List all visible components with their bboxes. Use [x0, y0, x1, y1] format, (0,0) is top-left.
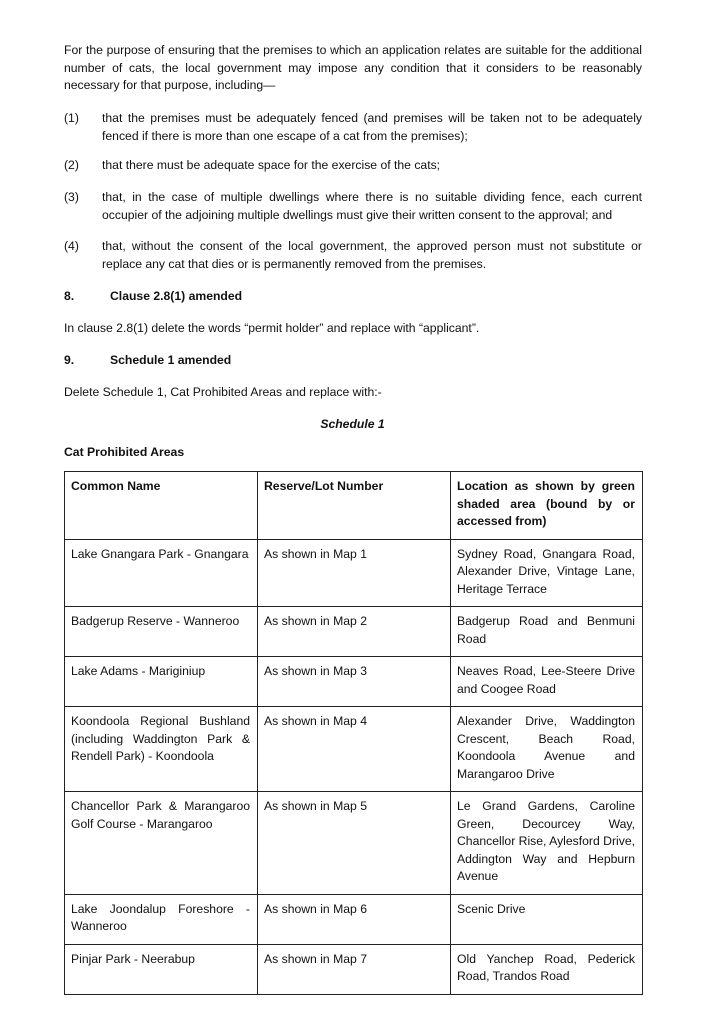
- table-row: [65, 657, 643, 707]
- location-cell: Sydney Road, Gnangara Road, Alexander Drive, Vintage Lane, Heritage Terrace: [451, 539, 643, 607]
- reserve-lot-cell: As shown in Map 5: [258, 792, 451, 895]
- common-name-cell: Chancellor Park & Marangaroo Golf Course - Marangaroo: [65, 792, 258, 895]
- condition-number: (4): [64, 239, 79, 253]
- common-name-cell: Badgerup Reserve - Wanneroo: [65, 607, 258, 657]
- section-9-heading: [64, 352, 231, 370]
- reserve-lot-cell: As shown in Map 4: [258, 707, 451, 792]
- location-cell: Badgerup Road and Benmuni Road: [451, 607, 643, 657]
- section-8-body: In clause 2.8(1) delete the words “permit holder” and replace with “applicant”.: [64, 321, 480, 335]
- table-row: [65, 944, 643, 994]
- section-9-body: Delete Schedule 1, Cat Prohibited Areas and replace with:-: [64, 385, 382, 399]
- reserve-lot-cell: As shown in Map 1: [258, 539, 451, 607]
- section-number: 9.: [64, 353, 75, 367]
- condition-item: [64, 157, 642, 175]
- table-header-row: [65, 472, 643, 540]
- table-row: [65, 894, 643, 944]
- common-name-cell: Lake Adams - Mariginiup: [65, 657, 258, 707]
- location-cell: Le Grand Gardens, Caroline Green, Decourcey Way, Chancellor Rise, Aylesford Drive, Addington Way and Hepburn Avenue: [451, 792, 643, 895]
- column-header: Common Name: [65, 472, 258, 540]
- cat-prohibited-areas-table: [64, 471, 643, 995]
- location-cell: Alexander Drive, Waddington Crescent, Beach Road, Koondoola Avenue and Marangaroo Drive: [451, 707, 643, 792]
- condition-text: that, without the consent of the local government, the approved person must not substitute or replace any cat that dies or is permanently removed from the premises.: [102, 239, 642, 271]
- section-title: Schedule 1 amended: [110, 353, 232, 367]
- section-title: Clause 2.8(1) amended: [110, 289, 243, 303]
- schedule-subtitle: Cat Prohibited Areas: [64, 445, 185, 459]
- condition-item: [64, 238, 642, 273]
- condition-number: (2): [64, 158, 79, 172]
- section-8-heading: [64, 288, 242, 306]
- common-name-cell: Lake Joondalup Foreshore - Wanneroo: [65, 894, 258, 944]
- location-cell: Scenic Drive: [451, 894, 643, 944]
- table-row: [65, 792, 643, 895]
- condition-item: [64, 189, 642, 224]
- location-cell: Old Yanchep Road, Pederick Road, Trandos Road: [451, 944, 643, 994]
- condition-text: that, in the case of multiple dwellings where there is no suitable dividing fence, each current occupier of the adjoining multiple dwellings must give their written consent to the approval; and: [102, 190, 642, 222]
- section-number: 8.: [64, 289, 75, 303]
- reserve-lot-cell: As shown in Map 6: [258, 894, 451, 944]
- reserve-lot-cell: As shown in Map 7: [258, 944, 451, 994]
- condition-text: that there must be adequate space for the exercise of the cats;: [102, 158, 441, 172]
- condition-number: (3): [64, 190, 79, 204]
- table-row: [65, 607, 643, 657]
- common-name-cell: Lake Gnangara Park - Gnangara: [65, 539, 258, 607]
- reserve-lot-cell: As shown in Map 2: [258, 607, 451, 657]
- table-row: [65, 539, 643, 607]
- column-header: Location as shown by green shaded area (bound by or accessed from): [451, 472, 643, 540]
- condition-item: [64, 110, 642, 145]
- column-header: Reserve/Lot Number: [258, 472, 451, 540]
- table-row: [65, 707, 643, 792]
- condition-text: that the premises must be adequately fenced (and premises will be taken not to be adequately fenced if there is more than one escape of a cat from the premises);: [102, 111, 642, 143]
- common-name-cell: Pinjar Park - Neerabup: [65, 944, 258, 994]
- schedule-title: Schedule 1: [320, 417, 385, 431]
- condition-number: (1): [64, 111, 79, 125]
- common-name-cell: Koondoola Regional Bushland (including Waddington Park & Rendell Park) - Koondoola: [65, 707, 258, 792]
- reserve-lot-cell: As shown in Map 3: [258, 657, 451, 707]
- intro-paragraph: For the purpose of ensuring that the premises to which an application relates are suitable for the additional number of cats, the local government may impose any condition that it considers to be reasonably necessary for that purpose, including—: [64, 43, 642, 92]
- location-cell: Neaves Road, Lee-Steere Drive and Coogee Road: [451, 657, 643, 707]
